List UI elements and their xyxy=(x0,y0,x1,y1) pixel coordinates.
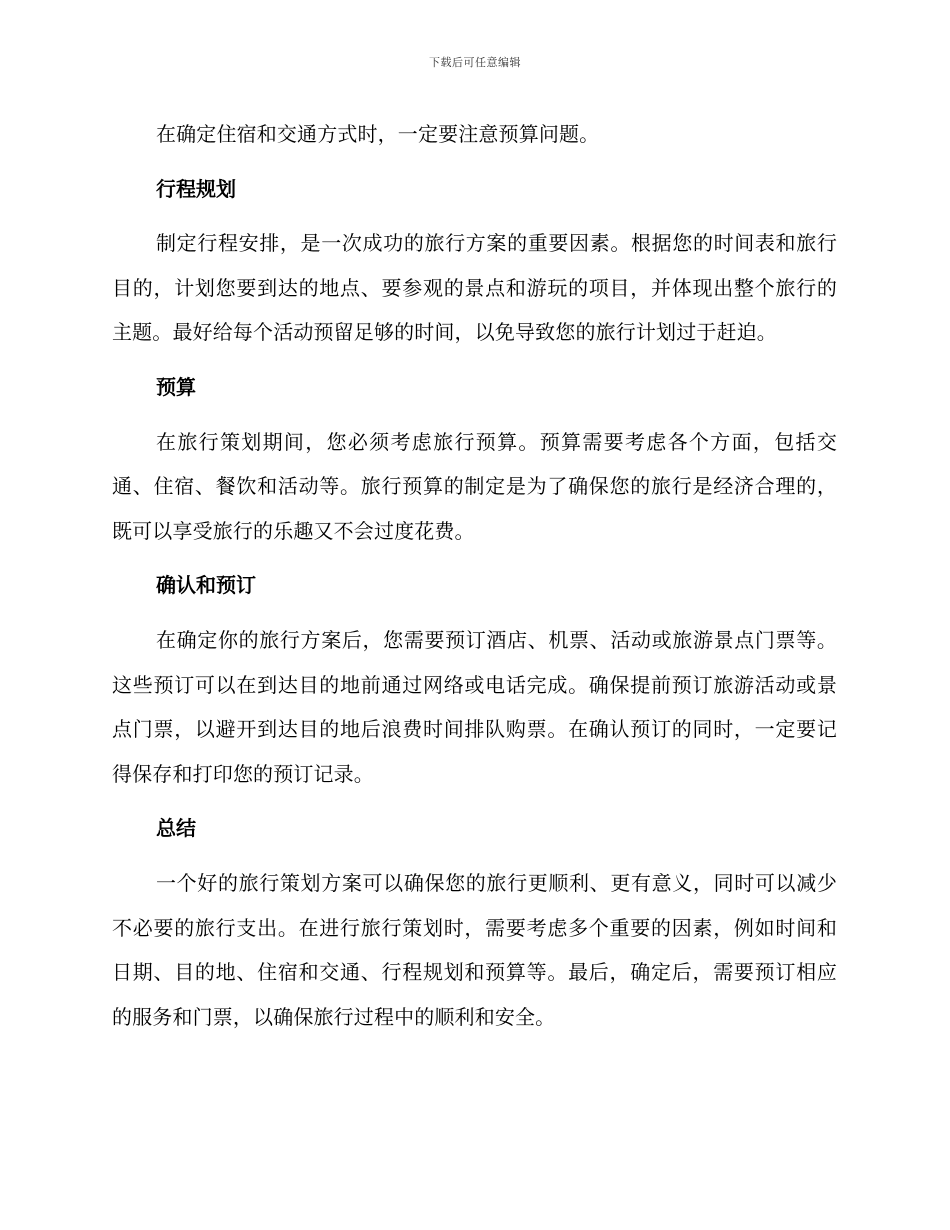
paragraph-summary: 一个好的旅行策划方案可以确保您的旅行更顺利、更有意义，同时可以减少不必要的旅行支出。在进行旅行策划时，需要考虑多个重要的因素，例如时间和日期、目的地、住宿和交通、行程规划和预算等。最后，确定后，需要预订相应的服务和门票，以确保旅行过程中的顺利和安全。 xyxy=(112,870,837,1029)
paragraph-itinerary-planning: 制定行程安排，是一次成功的旅行方案的重要因素。根据您的时间表和旅行目的，计划您要到达的地点、要参观的景点和游玩的项目，并体现出整个旅行的主题。最好给每个活动预留足够的时间，以免导致您的旅行计划过于赶迫。 xyxy=(112,231,837,345)
heading-itinerary-planning: 行程规划 xyxy=(156,176,236,201)
document-body xyxy=(112,112,837,1049)
paragraph-budget-note: 在确定住宿和交通方式时，一定要注意预算问题。 xyxy=(156,122,600,146)
heading-budget: 预算 xyxy=(156,374,196,399)
header-note: 下载后可任意编辑 xyxy=(429,56,521,69)
paragraph-budget: 在旅行策划期间，您必须考虑旅行预算。预算需要考虑各个方面，包括交通、住宿、餐饮和活动等。旅行预算的制定是为了确保您的旅行是经济合理的，既可以享受旅行的乐趣又不会过度花费。 xyxy=(112,429,837,543)
heading-confirm-and-book: 确认和预订 xyxy=(156,573,256,598)
paragraph-confirm-and-book: 在确定你的旅行方案后，您需要预订酒店、机票、活动或旅游景点门票等。这些预订可以在到达目的地前通过网络或电话完成。确保提前预订旅游活动或景点门票，以避开到达目的地后浪费时间排队购票。在确认预订的同时，一定要记得保存和打印您的预订记录。 xyxy=(112,627,837,786)
heading-summary: 总结 xyxy=(156,816,196,841)
